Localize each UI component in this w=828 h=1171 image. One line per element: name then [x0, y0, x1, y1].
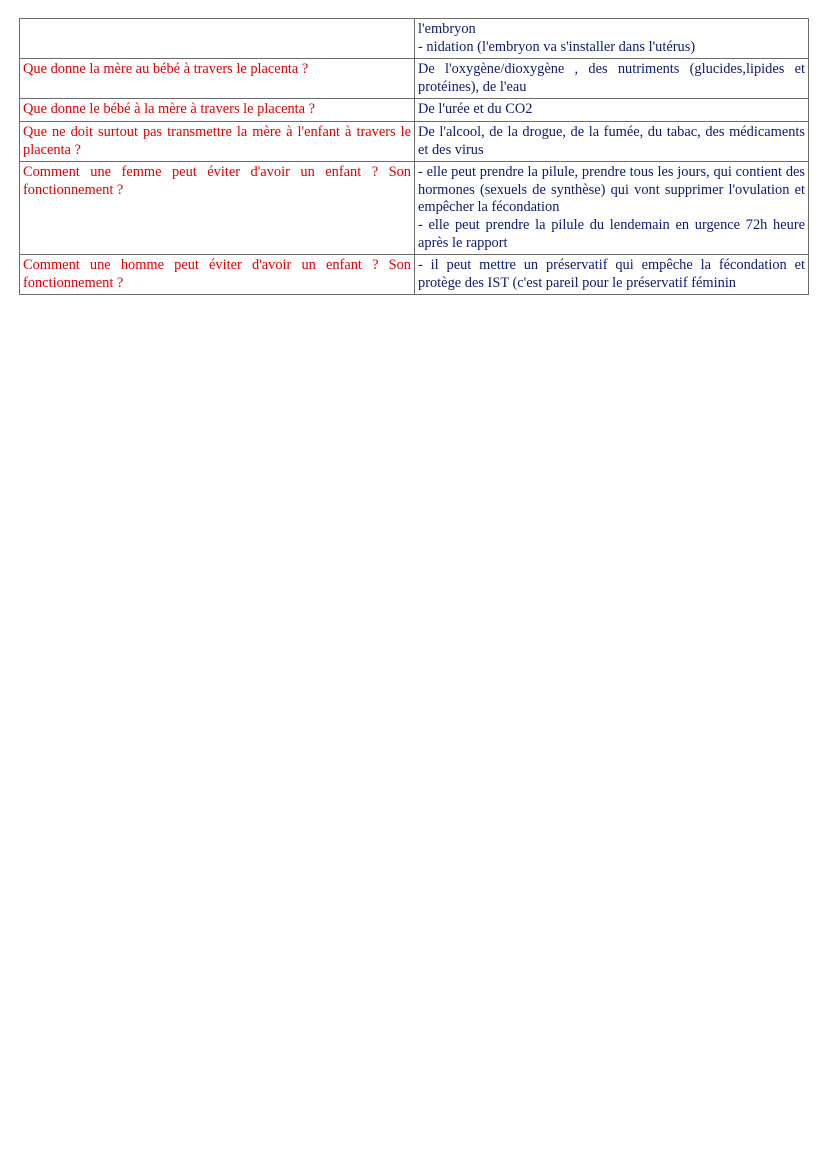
answer-line: - elle peut prendre la pilule du lendemain en urgence 72h heure après le rapport — [418, 216, 805, 251]
answer-line: De l'alcool, de la drogue, de la fumée, du tabac, des médicaments et des virus — [418, 123, 805, 158]
question-answer-table — [19, 18, 809, 295]
question-cell: Que donne la mère au bébé à travers le placenta ? — [20, 59, 415, 99]
question-cell: Que donne le bébé à la mère à travers le placenta ? — [20, 99, 415, 122]
question-cell: Comment une homme peut éviter d'avoir un enfant ? Son fonctionnement ? — [20, 255, 415, 295]
answer-cell — [415, 99, 809, 122]
question-cell — [20, 19, 415, 59]
answer-line: De l'urée et du CO2 — [418, 101, 533, 118]
table-row — [20, 121, 809, 161]
answer-cell — [415, 19, 809, 59]
table-row — [20, 255, 809, 295]
answer-cell — [415, 59, 809, 99]
table-row — [20, 59, 809, 99]
answer-line: l'embryon — [418, 21, 476, 37]
answer-cell — [415, 162, 809, 255]
table-row — [20, 19, 809, 59]
answer-line: - nidation (l'embryon va s'installer dans l'utérus) — [418, 38, 696, 55]
answer-cell — [415, 255, 809, 295]
question-cell: Que ne doit surtout pas transmettre la mère à l'enfant à travers le placenta ? — [20, 121, 415, 161]
table-row — [20, 162, 809, 255]
answer-line: - il peut mettre un préservatif qui empêche la fécondation et protège des IST (c'est pareil pour le préservatif féminin — [418, 257, 805, 291]
answer-cell — [415, 121, 809, 161]
answer-line: - elle peut prendre la pilule, prendre tous les jours, qui contient des hormones (sexuels de synthèse) qui vont supprimer l'ovulation et empêcher la fécondation — [418, 164, 805, 216]
table-row — [20, 99, 809, 122]
question-cell: Comment une femme peut éviter d'avoir un enfant ? Son fonctionnement ? — [20, 162, 415, 255]
answer-line: De l'oxygène/dioxygène , des nutriments (glucides,lipides et protéines), de l'eau — [418, 61, 805, 95]
